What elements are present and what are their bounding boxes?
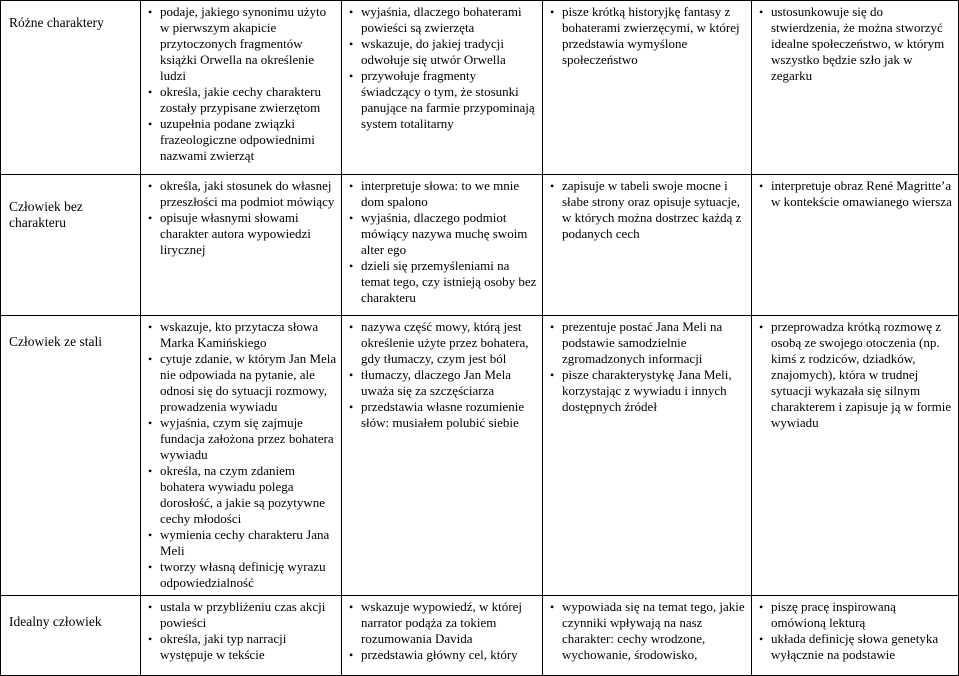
list-item: • cytuje zdanie, w którym Jan Mela nie odpowiada na pytanie, ale odnosi się do sytuacji rozmowy, prowadzenia wywiadu <box>147 351 337 415</box>
list-item: • zapisuje w tabeli swoje mocne i słabe strony oraz opisuje sytuacje, w których można dostrzec każdą z podanych cech <box>549 178 747 242</box>
table-row <box>1 1 959 175</box>
list-item: • dzieli się przemyśleniami na temat tego, czy istnieją osoby bez charakteru <box>348 258 538 306</box>
list-item: • opisuje własnymi słowami charakter autora wypowiedzi lirycznej <box>147 210 337 258</box>
table-row <box>1 175 959 316</box>
list-item: • wyjaśnia, dlaczego bohaterami powieści są zwierzęta <box>348 4 538 36</box>
topic-cell: Człowiek bez charakteru <box>1 175 141 316</box>
list-cell <box>543 316 752 596</box>
bullet-list <box>758 178 954 210</box>
list-cell <box>141 175 342 316</box>
table-row <box>1 316 959 596</box>
list-item: • wyjaśnia, czym się zajmuje fundacja założona przez bohatera wywiadu <box>147 415 337 463</box>
table-row <box>1 596 959 676</box>
list-cell <box>342 596 543 676</box>
topic-cell: Człowiek ze stali <box>1 316 141 596</box>
list-cell <box>141 596 342 676</box>
list-cell <box>752 596 959 676</box>
list-item: • wyjaśnia, dlaczego podmiot mówiący nazywa muchę swoim alter ego <box>348 210 538 258</box>
list-item: • ustosunkowuje się do stwierdzenia, że można stworzyć idealne społeczeństwo, w którym wszystko będzie szło jak w zegarku <box>758 4 954 84</box>
list-item: • określa, jakie cechy charakteru zostały przypisane zwierzętom <box>147 84 337 116</box>
list-item: • przedstawia własne rozumienie słów: musiałem polubić siebie <box>348 399 538 431</box>
list-item: • interpretuje słowa: to we mnie dom spalono <box>348 178 538 210</box>
bullet-list <box>147 319 337 591</box>
list-cell <box>752 1 959 175</box>
list-item: • pisze krótką historyjkę fantasy z bohaterami zwierzęcymi, w której przedstawia wymyślone społeczeństwo <box>549 4 747 68</box>
list-item: • wypowiada się na temat tego, jakie czynniki wpływają na nasz charakter: cechy wrodzone, wychowanie, środowisko, <box>549 599 747 663</box>
list-item: • określa, jaki stosunek do własnej przeszłości ma podmiot mówiący <box>147 178 337 210</box>
list-item: • ustala w przybliżeniu czas akcji powieści <box>147 599 337 631</box>
bullet-list <box>147 599 337 663</box>
list-cell <box>141 1 342 175</box>
bullet-list <box>147 4 337 164</box>
bullet-list <box>549 178 747 242</box>
list-cell <box>543 175 752 316</box>
topic-cell: Idealny człowiek <box>1 596 141 676</box>
list-item: • uzupełnia podane związki frazeologiczne odpowiednimi nazwami zwierząt <box>147 116 337 164</box>
list-item: • prezentuje postać Jana Meli na podstawie samodzielnie zgromadzonych informacji <box>549 319 747 367</box>
list-cell <box>141 316 342 596</box>
list-cell <box>752 175 959 316</box>
bullet-list <box>348 178 538 306</box>
list-cell <box>342 175 543 316</box>
list-item: • tłumaczy, dlaczego Jan Mela uważa się za szczęściarza <box>348 367 538 399</box>
list-item: • układa definicję słowa genetyka wyłącznie na podstawie <box>758 631 954 663</box>
list-item: • przywołuje fragmenty świadczący o tym, że stosunki panujące na farmie przypominają system totalitarny <box>348 68 538 132</box>
list-item: • określa, na czym zdaniem bohatera wywiadu polega dorosłość, a jakie są pozytywne cechy młodości <box>147 463 337 527</box>
list-item: • piszę pracę inspirowaną omówioną lekturą <box>758 599 954 631</box>
list-item: • tworzy własną definicję wyrazu odpowiedzialność <box>147 559 337 591</box>
list-item: • wskazuje, kto przytacza słowa Marka Kamińskiego <box>147 319 337 351</box>
topic-cell: Różne charaktery <box>1 1 141 175</box>
bullet-list <box>549 599 747 663</box>
bullet-list <box>549 319 747 415</box>
list-item: • podaje, jakiego synonimu użyto w pierwszym akapicie przytoczonych fragmentów książki Orwella na określenie ludzi <box>147 4 337 84</box>
list-item: • przeprowadza krótką rozmowę z osobą ze swojego otoczenia (np. kimś z rodziców, dziadków, znajomych), która w trudnej sytuacji wykazała się silnym charakterem i zapisuje ją w formie wywiadu <box>758 319 954 431</box>
bullet-list <box>348 599 538 663</box>
list-cell <box>342 1 543 175</box>
list-item: • określa, jaki typ narracji występuje w tekście <box>147 631 337 663</box>
list-item: • wymienia cechy charakteru Jana Meli <box>147 527 337 559</box>
list-item: • wskazuje wypowiedź, w której narrator podąża za tokiem rozumowania Davida <box>348 599 538 647</box>
list-cell <box>342 316 543 596</box>
list-cell <box>752 316 959 596</box>
bullet-list <box>549 4 747 68</box>
bullet-list <box>348 4 538 132</box>
bullet-list <box>147 178 337 258</box>
bullet-list <box>348 319 538 431</box>
list-item: • pisze charakterystykę Jana Meli, korzystając z wywiadu i innych dostępnych źródeł <box>549 367 747 415</box>
bullet-list <box>758 4 954 84</box>
list-cell <box>543 596 752 676</box>
list-cell <box>543 1 752 175</box>
list-item: • wskazuje, do jakiej tradycji odwołuje się utwór Orwella <box>348 36 538 68</box>
list-item: • przedstawia główny cel, który <box>348 647 538 663</box>
bullet-list <box>758 599 954 663</box>
list-item: • nazywa część mowy, którą jest określenie użyte przez bohatera, gdy tłumaczy, czym jest ból <box>348 319 538 367</box>
list-item: • interpretuje obraz René Magritte’a w kontekście omawianego wiersza <box>758 178 954 210</box>
bullet-list <box>758 319 954 431</box>
